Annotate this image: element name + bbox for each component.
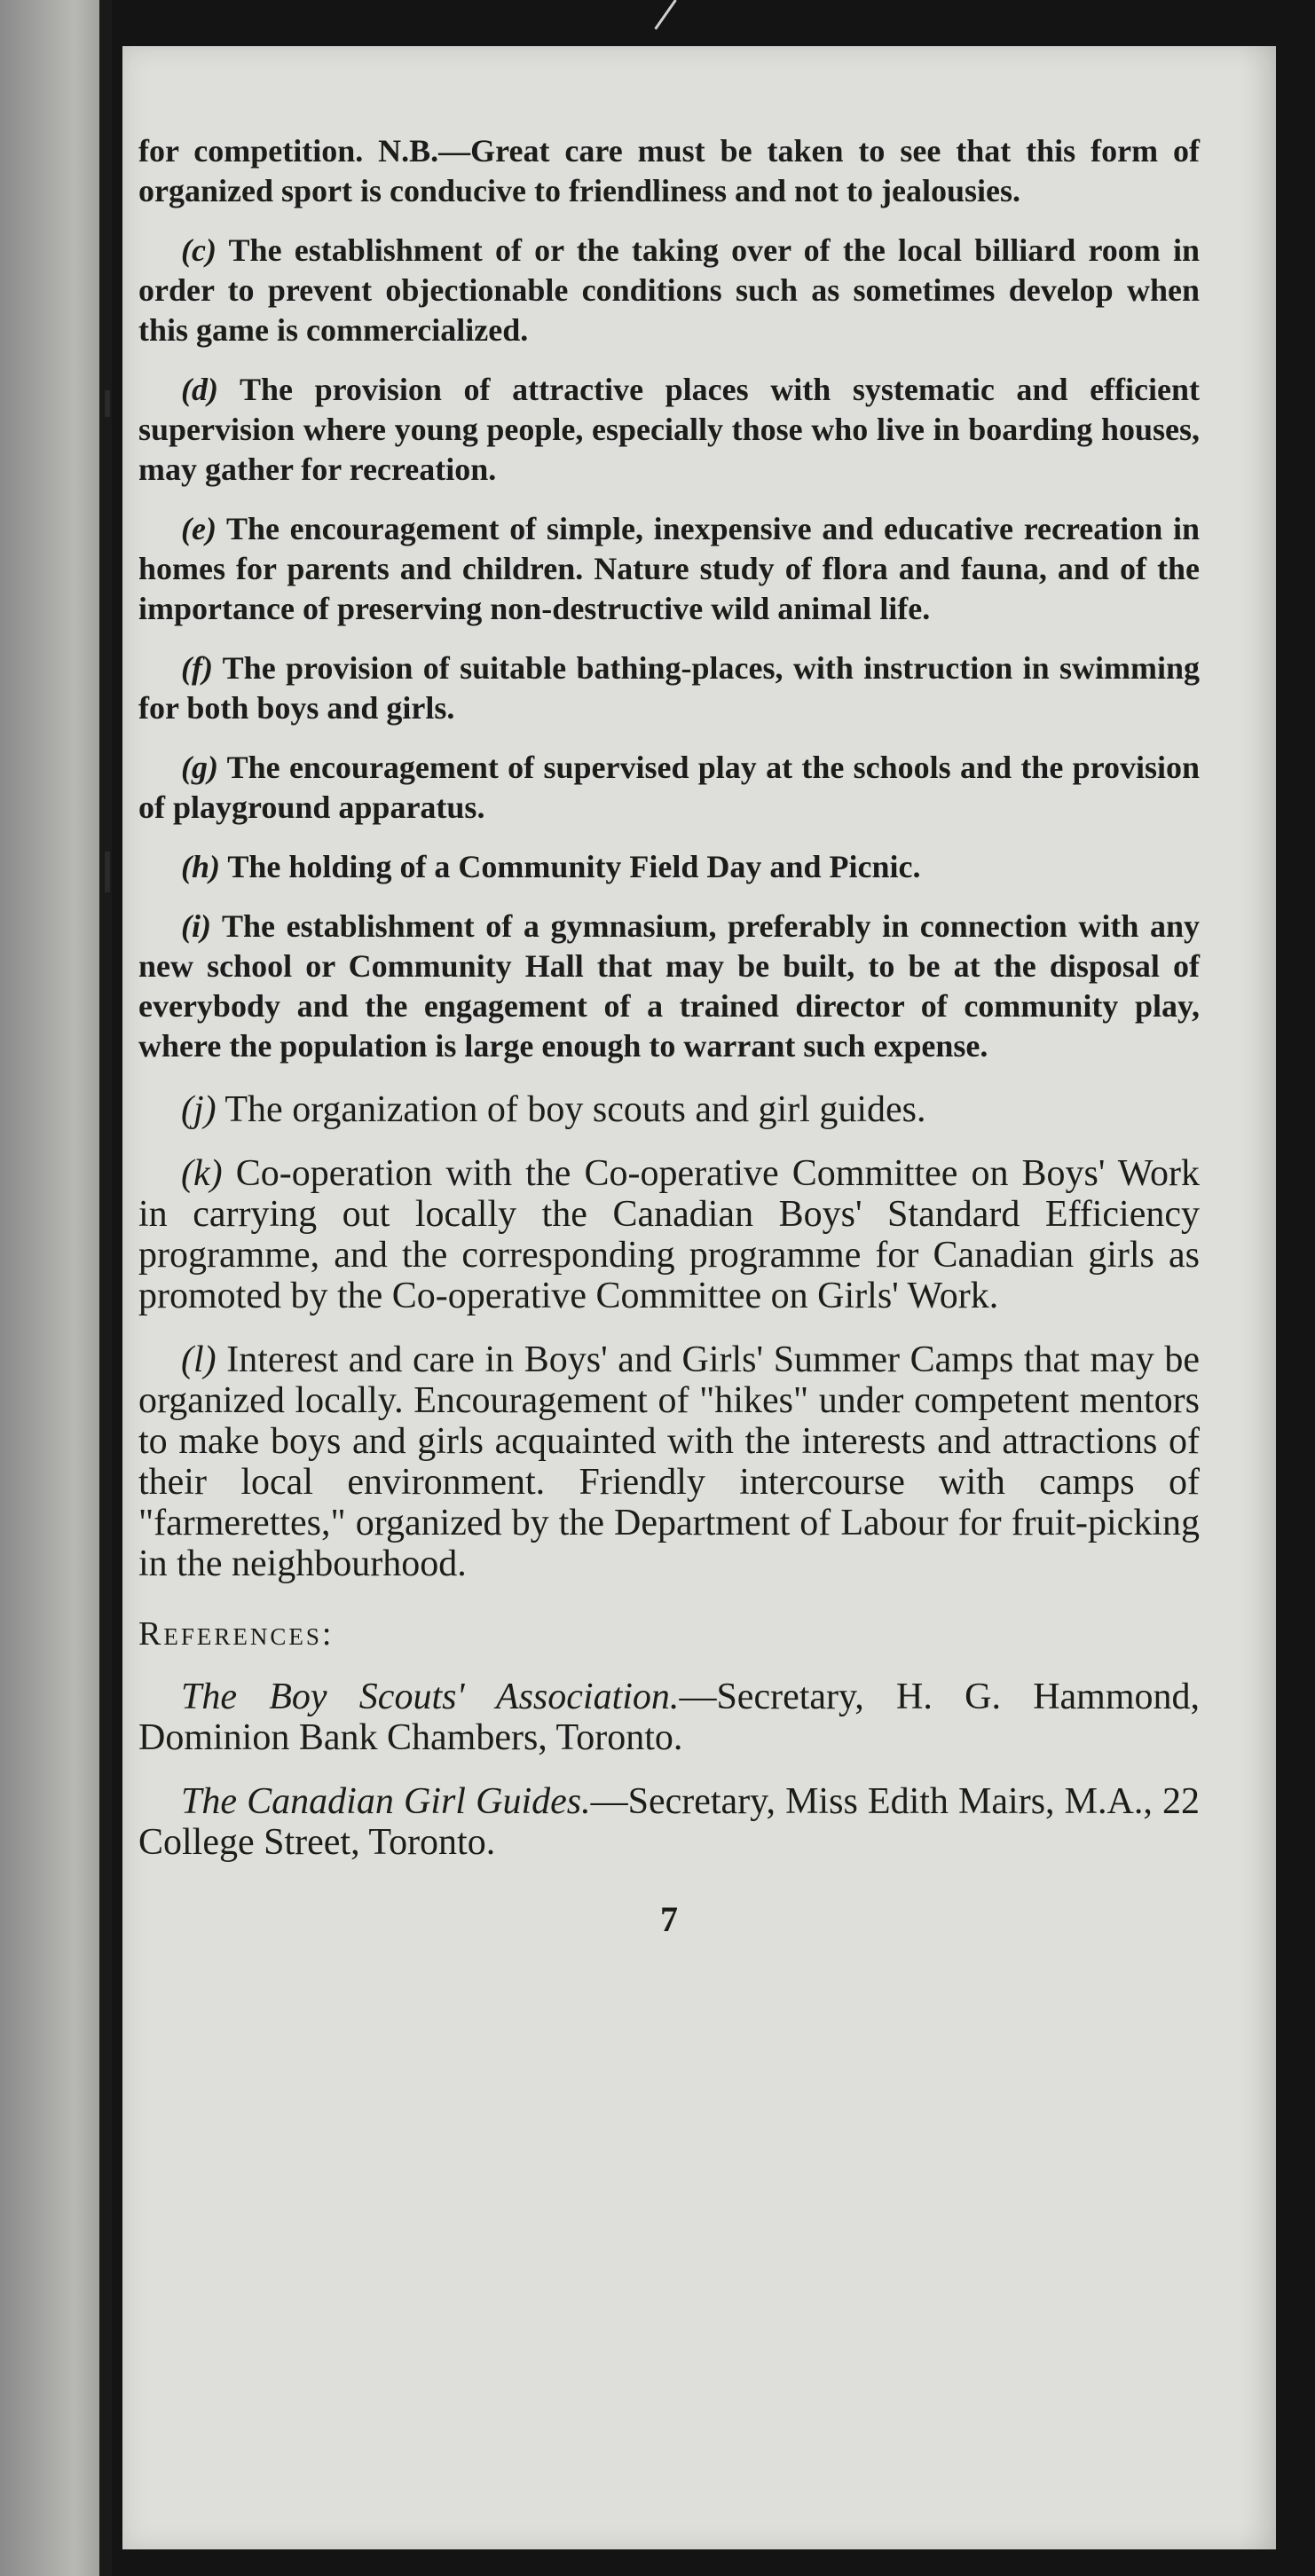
page-gutter	[99, 0, 112, 2576]
item-g: (g) The encouragement of supervised play at the schools and the provision of playground apparatus.	[138, 750, 1200, 825]
reference-girl-guides: The Canadian Girl Guides.—Secretary, Miss Edith Mairs, M.A., 22 College Street, Toronto.	[138, 1781, 1200, 1863]
item-c: (c) The establishment of or the taking over of the local billiard room in order to prevent objectionable conditions such as sometimes develop when this game is commercialized.	[138, 232, 1200, 348]
gutter-mark	[105, 390, 110, 417]
item-k: (k) Co-operation with the Co-operative Committee on Boys' Work in carrying out locally the Canadian Boys' Standard Efficiency programme, and the corresponding programme for Canadian girls as promoted by the Co-operative Committee on Girls' Work.	[138, 1153, 1200, 1316]
facing-page-edge	[0, 0, 106, 2576]
item-h: (h) The holding of a Community Field Day and Picnic.	[181, 849, 921, 884]
reference-boy-scouts: The Boy Scouts' Association.—Secretary, H. G. Hammond, Dominion Bank Chambers, Toronto.	[138, 1677, 1201, 1758]
page-text	[138, 131, 1200, 1940]
intro-paragraph: for competition. N.B.—Great care must be taken to see that this form of organized sport is conducive to friendliness and not to jealousies.	[138, 133, 1200, 208]
item-e: (e) The encouragement of simple, inexpensive and educative recreation in homes for parents and children. Nature study of flora and fauna, and of the importance of preserving non-destructive wild animal life.	[138, 511, 1200, 626]
item-i: (i) The establishment of a gymnasium, preferably in connection with any new school or Community Hall that may be built, to be at the disposal of everybody and the engagement of a trained director of community play, where the population is large enough to warrant such expense.	[138, 908, 1200, 1064]
item-f: (f) The provision of suitable bathing-places, with instruction in swimming for both boys and girls.	[138, 650, 1200, 726]
item-l: (l) Interest and care in Boys' and Girls' Summer Camps that may be organized locally. Encouragement of "hikes" under competent mentors to make boys and girls acquainted with the interests and attractions of their local environment. Friendly intercourse with camps of "farmerettes," organized by the Department of Labour for fruit-picking in the neighbourhood.	[138, 1339, 1200, 1584]
item-d: (d) The provision of attractive places with systematic and efficient supervision where young people, especially those who live in boarding houses, may gather for recreation.	[138, 372, 1200, 487]
references-heading: References:	[138, 1615, 335, 1653]
item-j: (j) The organization of boy scouts and girl guides.	[181, 1089, 926, 1130]
corner-crease	[654, 0, 676, 30]
page-number: 7	[660, 1899, 678, 1939]
gutter-mark	[105, 852, 110, 892]
